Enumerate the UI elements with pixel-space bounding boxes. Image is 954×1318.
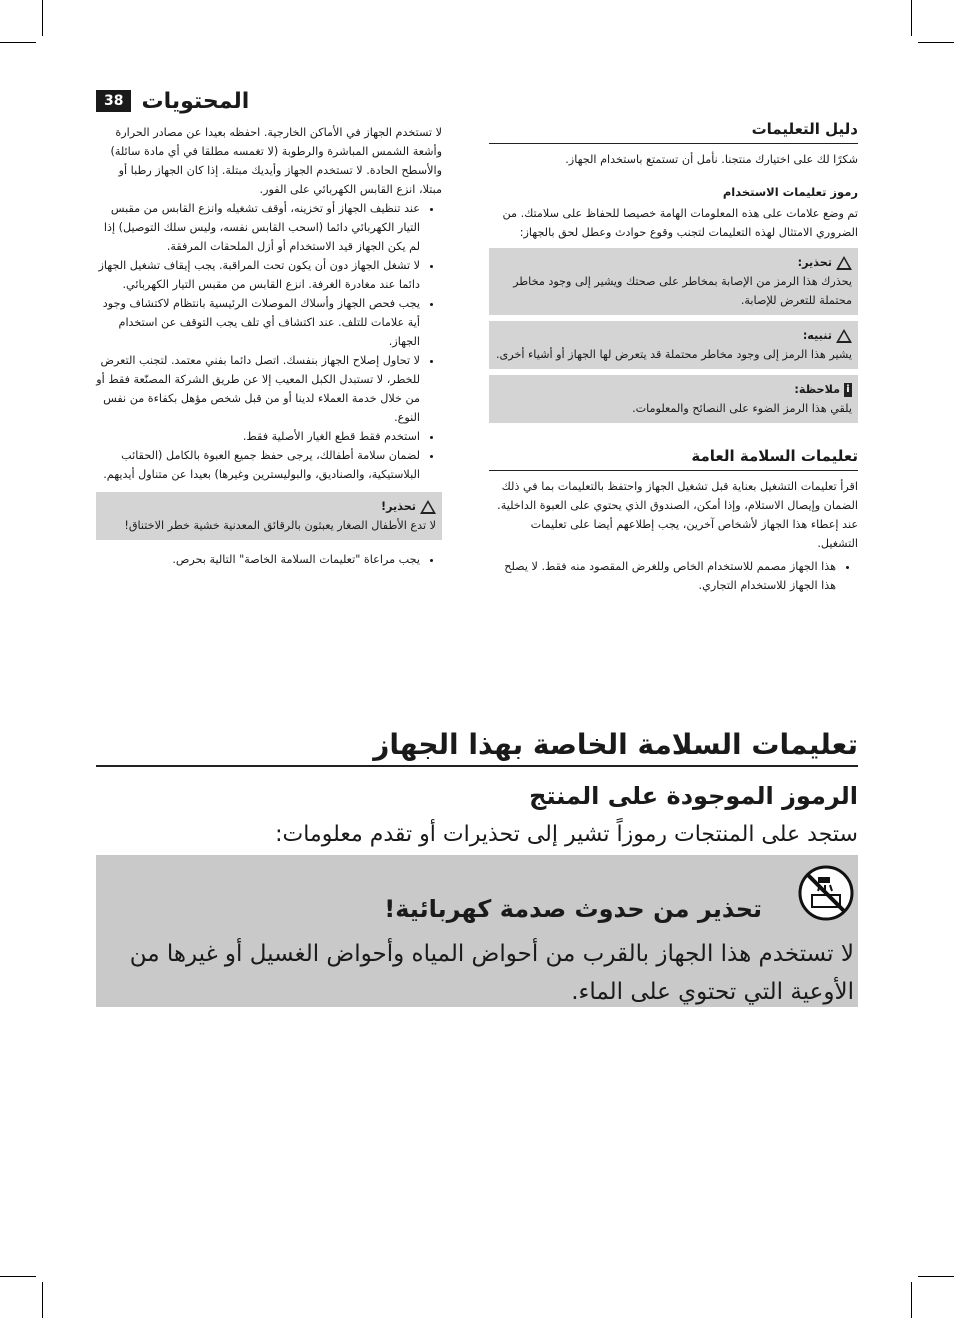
list-item: • لا تشغل الجهاز دون أن يكون تحت المراقبة. يجب إيقاف تشغيل الجهاز دائما عند مغادرة الغرفة. انزع القابس من مقبس التيار الكهربائي. xyxy=(96,256,420,294)
warning-title: تحذير! xyxy=(381,500,416,513)
no-water-shower-icon xyxy=(798,865,854,921)
bullet-list xyxy=(96,199,442,484)
list-item: • لضمان سلامة أطفالك، يرجى حفظ جميع العبوة بالكامل (الحقائب البلاستيكية، والصناديق، والبوليسترين وغيرها) بعيدا عن متناول أيديهم. xyxy=(96,446,420,484)
note-box xyxy=(489,375,858,423)
list-item: • هذا الجهاز مصمم للاستخدام الخاص وللغرض المقصود منه فقط. لا يصلح هذا الجهاز للاستخدام التجاري. xyxy=(489,557,836,595)
page-header xyxy=(96,88,249,114)
shock-warning-title: تحذير من حدوث صدمة كهربائية! xyxy=(384,895,762,923)
box-body: يشير هذا الرمز إلى وجود مخاطر محتملة قد يتعرض لها الجهاز أو أشياء أخرى. xyxy=(495,348,852,361)
crop-mark xyxy=(911,1282,912,1318)
crop-mark xyxy=(918,42,954,43)
info-icon: i xyxy=(844,383,852,397)
box-title: تحذير: xyxy=(797,256,832,269)
left-column xyxy=(96,123,442,569)
warning-triangle-icon xyxy=(836,256,852,270)
paragraph: تم وضع علامات على هذه المعلومات الهامة خصيصا للحفاظ على سلامتك. من الضروري الامتثال لهذه التعليمات لتجنب وقوع حوادث وعطل لحق بالجهاز: xyxy=(502,207,858,239)
warning-box xyxy=(96,492,442,540)
caution-box xyxy=(489,321,858,369)
section-heading-guide: دليل التعليمات xyxy=(489,120,858,144)
box-title: ملاحظة: xyxy=(794,383,840,396)
list-item: • عند تنظيف الجهاز أو تخزينه، أوقف تشغيله وانزع القابس من مقبس التيار الكهربائي دائما (اسحب القابس نفسه، وليس سلك التوصيل) إذا لم يكن الجهاز قيد الاستخدام أو أزل الملحقات المرفقة. xyxy=(96,199,420,256)
crop-mark xyxy=(0,1276,36,1277)
box-body: يلقي هذا الرمز الضوء على النصائح والمعلومات. xyxy=(632,402,852,415)
box-title: تنبيه: xyxy=(802,329,832,342)
shock-warning-body: لا تستخدم هذا الجهاز بالقرب من أحواض المياه وأحواض الغسيل أو غيرها من الأوعية التي تحتوي على الماء. xyxy=(129,941,854,1005)
list-item: • يجب فحص الجهاز وأسلاك الموصلات الرئيسية بانتظام لاكتشاف وجود أية علامات للتلف. عند اكتشاف أي تلف يجب التوقف عن استخدام الجهاز. xyxy=(96,294,420,351)
electric-shock-warning-box xyxy=(96,855,858,1007)
warning-triangle-icon xyxy=(420,500,436,514)
right-column xyxy=(489,120,858,595)
subheading-symbols: رموز تعليمات الاستخدام xyxy=(722,185,858,199)
box-body: يحذرك هذا الرمز من الإصابة بمخاطر على صحتك ويشير إلى وجود مخاطر محتملة للتعرض للإصابة. xyxy=(513,275,852,307)
symbols-intro: ستجد على المنتجات رموزاً تشير إلى تحذيرات أو تقدم معلومات: xyxy=(275,822,858,847)
crop-mark xyxy=(918,1276,954,1277)
page-number: 38 xyxy=(96,90,131,112)
list-item: • يجب مراعاة "تعليمات السلامة الخاصة" التالية بحرص. xyxy=(96,550,420,569)
list-item: • لا تحاول إصلاح الجهاز بنفسك. اتصل دائما بفني معتمد. لتجنب التعرض للخطر، لا تستبدل الكبل المعيب إلا عن طريق الشركة المصنّعة فقط أو من خلال خدمة العملاء لدينا أو من قبل شخص مؤهل بكفاءة من نفس النوع. xyxy=(96,351,420,427)
crop-mark xyxy=(911,0,912,36)
bullet-list xyxy=(489,557,858,595)
caution-triangle-icon xyxy=(836,329,852,343)
paragraph: اقرأ تعليمات التشغيل بعناية قبل تشغيل الجهاز واحتفظ بالتعليمات بما في ذلك الضمان وإيصال الاستلام، وإذا أمكن، الصندوق الذي يحتوي على العبوة الداخلية. عند إعطاء هذا الجهاز لأشخاص آخرين، يجب إطلاعهم أيضا على تعليمات التشغيل. xyxy=(497,480,858,550)
page-title: المحتويات xyxy=(141,88,250,114)
crop-mark xyxy=(42,1282,43,1318)
crop-mark xyxy=(0,42,36,43)
crop-mark xyxy=(42,0,43,36)
warning-body: لا تدع الأطفال الصغار يعبثون بالرقائق المعدنية خشية خطر الاختناق! xyxy=(124,519,436,532)
warning-box xyxy=(489,248,858,315)
bullet-list xyxy=(96,550,442,569)
product-symbols-heading: الرموز الموجودة على المنتج xyxy=(529,782,858,810)
section-heading-general: تعليمات السلامة العامة xyxy=(489,447,858,471)
special-safety-heading: تعليمات السلامة الخاصة بهذا الجهاز xyxy=(96,728,858,767)
paragraph: شكرًا لك على اختيارك منتجنا. نأمل أن تستمتع باستخدام الجهاز. xyxy=(565,153,858,166)
paragraph: لا تستخدم الجهاز في الأماكن الخارجية. احفظه بعيدا عن مصادر الحرارة وأشعة الشمس المباشرة والرطوبة (لا تغمسه مطلقا في أي مادة سائلة) والأسطح الحادة. لا تستخدم الجهاز وأيديك مبتلة. إذا كان الجهاز رطبا أو مبتلا، انزع القابس الكهربائي على الفور. xyxy=(110,126,442,196)
list-item: • استخدم فقط قطع الغيار الأصلية فقط. xyxy=(96,427,420,446)
